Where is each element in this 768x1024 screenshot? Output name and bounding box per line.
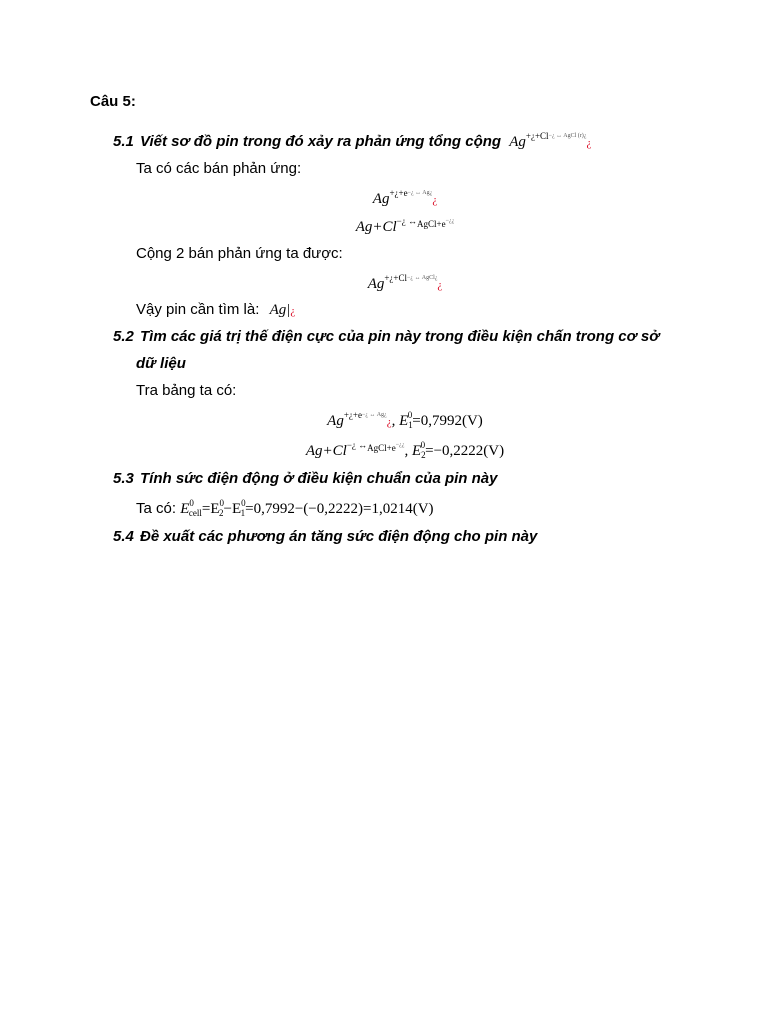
half-reaction-1: $Ag^{+¿+e-¿ \leftrightarrow Ag¿}¿$ [372,188,438,207]
section-title: Tìm các giá trị thế điện cực của pin này trong điều kiện chấn trong cơ sở [140,328,660,345]
section-5-2-heading-cont: dữ liệu [136,355,186,372]
section-title: Viết sơ đồ pin trong đó xảy ra phản ứng tổng cộng [140,133,502,150]
sum-reaction: $Ag^{+¿+Cl-¿ \leftrightarrow AgCl¿}¿$ [367,273,443,292]
sum-intro: Cộng 2 bán phản ứng ta được: [136,245,343,262]
section-5-1-heading [113,131,591,151]
section-number: 5.1 [113,133,134,150]
cell-conclusion: Vậy pin cần tìm là: Ag|¿ [136,301,296,318]
half-reactions-intro: Ta có các bán phản ứng: [136,160,302,177]
standard-potential-1: $Ag^{+¿+e-¿ \leftrightarrow Ag¿}¿$, $E_1^0=0,7992(V)$ [327,410,483,430]
overall-reaction-equation: $Ag^{+¿+Cl-¿ \leftrightarrow AgCl (r)¿}¿$ [509,131,592,150]
question-title: Câu 5: [90,93,136,110]
section-5-2-heading [113,328,659,345]
emf-calculation: Ta có: $E^0_{cell}=E^0_2-E^0_1=0,7992-(-0,2222)=1,0214(V)$ [136,498,434,518]
section-5-4-heading [113,528,537,545]
section-number: 5.3 [113,470,134,487]
section-5-3-heading [113,470,498,487]
cell-diagram: Ag|¿ [269,302,296,318]
table-intro: Tra bảng ta có: [136,382,237,399]
standard-potential-2: $Ag+Cl^{-¿ \leftrightarrow AgCl+e-¿¿}$, $E_2^0=-0,2222(V)$ [305,440,505,460]
half-reaction-2: $Ag+Cl^{-¿ \leftrightarrow AgCl+e-¿¿}$ [355,216,455,235]
section-title: Đề xuất các phương án tăng sức điện động cho pin này [140,528,538,545]
section-number: 5.2 [113,328,134,345]
section-number: 5.4 [113,528,134,545]
emf-formula: $E^0_{cell}=E^0_2-E^0_1=0,7992-(-0,2222)=1,0214(V)$ [180,498,434,518]
section-title: Tính sức điện động ở điều kiện chuẩn của pin này [140,470,498,487]
